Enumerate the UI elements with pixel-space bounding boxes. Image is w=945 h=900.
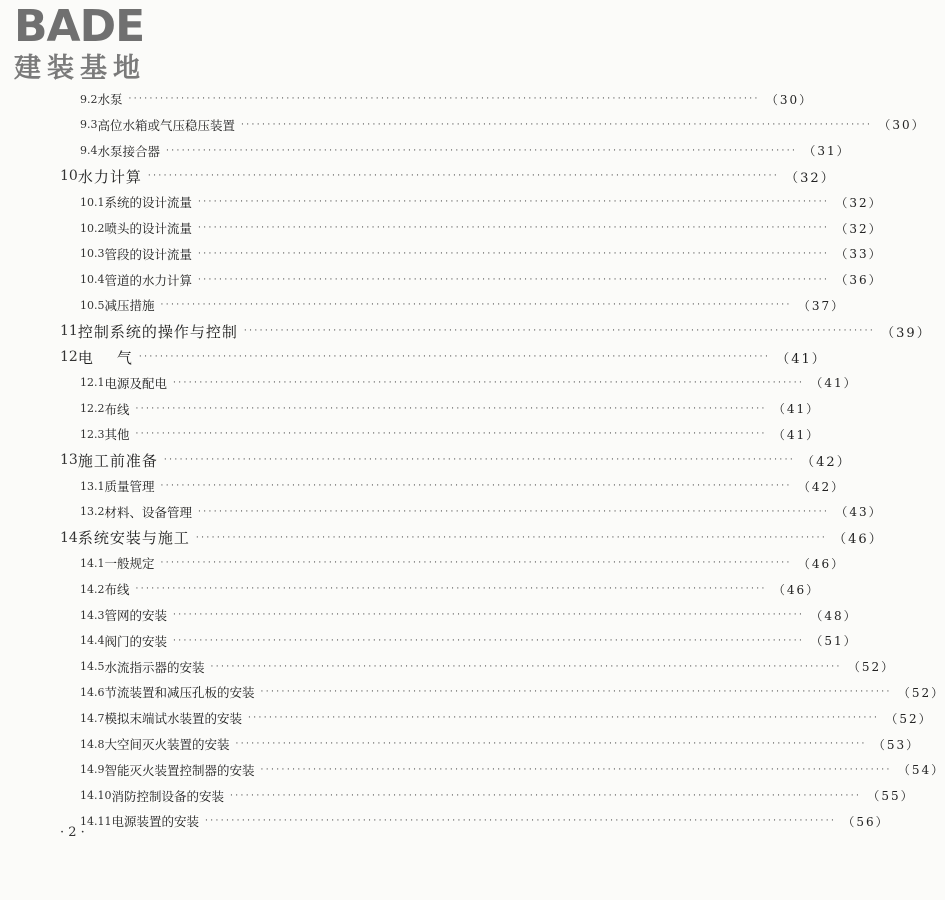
toc-entry: [80, 759, 945, 781]
toc-entry: [80, 552, 846, 574]
dot-leader: ························································································································: [135, 403, 767, 414]
toc-entry-title: 系统的设计流量: [104, 195, 193, 211]
toc-entry-title: 电源装置的安装: [111, 814, 200, 830]
dot-leader: ························································································································: [138, 352, 771, 362]
toc-entry-title: 电 气: [77, 348, 133, 367]
toc-entry: [80, 604, 858, 626]
toc-entry-page: （46）: [833, 532, 884, 548]
toc-entry: [80, 681, 945, 703]
dot-leader: ························································································································: [160, 481, 792, 491]
toc-entry-title: 一般规定: [104, 556, 155, 572]
toc-entry-number: 12: [60, 349, 78, 365]
toc-entry-title: 施工前准备: [77, 451, 158, 470]
toc-entry-number: 14.8: [80, 737, 105, 751]
toc-entry: [60, 449, 852, 471]
toc-entry-page: （56）: [842, 814, 890, 829]
toc-entry-number: 14.3: [80, 608, 105, 622]
toc-entry-title: 系统安装与施工: [77, 529, 190, 548]
toc-entry-number: 11: [60, 323, 78, 340]
toc-entry-page: （31）: [803, 144, 851, 159]
toc-entry: [80, 810, 890, 832]
toc-entry-page: （30）: [878, 118, 926, 133]
toc-entry-title: 阀门的安装: [104, 633, 168, 649]
dot-leader: ························································································································: [173, 377, 805, 388]
dot-leader: ························································································································: [128, 94, 760, 104]
toc-entry: [80, 269, 883, 291]
dot-leader: ························································································································: [166, 145, 798, 156]
dot-leader: ························································································································: [241, 119, 873, 130]
toc-entry-number: 10.3: [80, 247, 105, 261]
toc-entry: [80, 398, 821, 420]
toc-entry-number: 14.9: [80, 763, 105, 777]
toc-entry-page: （30）: [765, 92, 814, 107]
toc-entry-title: 其他: [104, 427, 130, 443]
toc-entry: [80, 217, 883, 239]
dot-leader: ························································································································: [210, 661, 842, 672]
dot-leader: ························································································································: [198, 248, 830, 259]
toc-entry-number: 13: [60, 452, 78, 469]
toc-entry-page: （41）: [810, 376, 858, 391]
toc-entry: [60, 320, 932, 342]
toc-entry-page: （37）: [797, 298, 846, 313]
toc-entry-page: （53）: [872, 737, 921, 752]
toc-entry-page: （32）: [835, 195, 883, 210]
dot-leader: ························································································································: [260, 764, 892, 775]
dot-leader: ························································································································: [198, 506, 830, 517]
toc-entry-number: 14.7: [80, 711, 105, 725]
bade-logo: [14, 0, 204, 92]
toc-entry-title: 水泵: [97, 92, 123, 107]
toc-entry-title: 消防控制设备的安装: [111, 788, 225, 804]
toc-entry-title: 水流指示器的安装: [104, 659, 205, 675]
toc-entry-number: 12.1: [80, 376, 105, 390]
toc-entry-number: 12.2: [80, 402, 105, 416]
dot-leader: ························································································································: [173, 610, 805, 620]
dot-leader: ························································································································: [248, 713, 880, 724]
toc-entry-number: 14.6: [80, 685, 105, 699]
dot-leader: ························································································································: [147, 171, 780, 182]
toc-entry-title: 布线: [104, 582, 130, 598]
toc-entry-page: （51）: [810, 634, 858, 649]
toc-entry-page: （55）: [867, 789, 915, 804]
dot-leader: ························································································································: [163, 455, 796, 466]
toc-entry: [80, 630, 858, 652]
dot-leader: ························································································································: [243, 326, 876, 337]
page-number: · 2 ·: [60, 825, 85, 840]
toc-entry-number: 9.2: [80, 92, 98, 106]
toc-entry: [80, 707, 933, 729]
toc-entry-page: （42）: [801, 454, 852, 470]
toc-entry: [60, 346, 827, 368]
toc-entry: [80, 475, 846, 497]
toc-entry: [80, 140, 851, 162]
toc-entry-number: 10.2: [80, 221, 105, 235]
toc-entry-number: 9.4: [80, 144, 98, 158]
dot-leader: ························································································································: [160, 558, 792, 569]
toc-entry-number: 10.5: [80, 298, 105, 312]
toc-entry-number: 14.1: [80, 556, 105, 570]
dot-leader: ························································································································: [260, 687, 892, 698]
toc-entry: [60, 165, 836, 187]
dot-leader: ························································································································: [135, 584, 767, 595]
toc-entry-title: 水力计算: [77, 167, 142, 186]
dot-leader: ························································································································: [195, 532, 828, 543]
toc-entry-number: 14: [60, 529, 78, 546]
dot-leader: ························································································································: [160, 300, 792, 311]
toc-entry: [80, 423, 821, 445]
toc-entry-number: 14.11: [80, 814, 112, 828]
toc-entry: [80, 88, 814, 110]
toc-entry-title: 智能灭火装置控制器的安装: [104, 762, 255, 778]
toc-entry: [80, 501, 883, 523]
logo-brand: BADE: [14, 1, 145, 52]
toc-entry: [80, 733, 921, 755]
toc-entry-page: （41）: [772, 427, 821, 442]
toc-entry-page: （48）: [810, 608, 858, 623]
toc-entry-title: 节流装置和减压孔板的安装: [104, 685, 255, 701]
toc-entry-page: （52）: [847, 660, 896, 675]
toc-entry-number: 14.5: [80, 660, 105, 674]
toc-entry: [80, 656, 896, 678]
dot-leader: ························································································································: [235, 739, 867, 749]
toc-entry-page: （52）: [897, 685, 945, 700]
toc-entry-number: 9.3: [80, 118, 98, 132]
toc-entry-number: 14.10: [80, 789, 112, 803]
toc-entry-page: （46）: [797, 556, 846, 571]
dot-leader: ························································································································: [205, 816, 837, 827]
toc-entry-number: 10.4: [80, 273, 105, 287]
toc-entry-page: （43）: [835, 505, 883, 520]
toc-entry-number: 13.2: [80, 505, 105, 519]
toc-entry-title: 管网的安装: [104, 608, 168, 623]
toc-entry-page: （42）: [797, 479, 846, 494]
toc-entry: [80, 114, 926, 136]
toc-entry-title: 管段的设计流量: [104, 246, 193, 262]
dot-leader: ························································································································: [135, 429, 767, 440]
dot-leader: ························································································································: [173, 635, 805, 646]
toc-entry-title: 布线: [104, 401, 130, 417]
toc-entry-number: 10.1: [80, 195, 105, 209]
toc-entry-page: （39）: [881, 325, 932, 341]
toc-entry: [60, 527, 884, 549]
dot-leader: ························································································································: [198, 223, 830, 233]
toc-entry: [80, 243, 883, 265]
toc-entry-title: 材料、设备管理: [104, 504, 193, 520]
toc-entry-number: 14.2: [80, 582, 105, 596]
toc-entry-title: 水泵接合器: [97, 143, 161, 159]
toc-entry-page: （54）: [897, 763, 945, 778]
toc-entry-page: （36）: [835, 273, 883, 288]
toc-entry: [80, 785, 915, 807]
toc-entry-page: （33）: [835, 247, 883, 262]
toc-entry-title: 减压措施: [104, 298, 155, 314]
toc-entry: [80, 191, 883, 213]
toc-entry: [80, 372, 858, 394]
toc-entry-title: 喷头的设计流量: [104, 221, 193, 236]
toc-entry-number: 12.3: [80, 427, 105, 441]
toc-entry-title: 电源及配电: [104, 375, 168, 391]
toc-entry: [80, 578, 821, 600]
toc-entry-title: 模拟末端试水装置的安装: [104, 711, 243, 727]
toc-entry-page: （32）: [835, 221, 883, 236]
toc-entry-title: 质量管理: [104, 479, 155, 494]
toc-entry-page: （46）: [772, 582, 821, 597]
dot-leader: ························································································································: [198, 197, 830, 208]
toc-entry-title: 大空间灭火装置的安装: [104, 737, 230, 752]
toc-entry-page: （41）: [776, 351, 827, 367]
logo-subtitle: 建装基地: [14, 53, 146, 84]
toc-entry-number: 13.1: [80, 479, 105, 493]
toc-entry-page: （32）: [785, 170, 836, 186]
toc-entry: [80, 294, 846, 316]
toc-entry-page: （41）: [772, 402, 821, 417]
toc-entry-title: 管道的水力计算: [104, 272, 193, 288]
toc-entry-title: 控制系统的操作与控制: [77, 322, 238, 341]
toc-entry-title: 高位水箱或气压稳压装置: [97, 117, 236, 133]
toc-entry-number: 10: [60, 168, 78, 185]
dot-leader: ························································································································: [198, 274, 830, 285]
toc-entry-number: 14.4: [80, 634, 105, 648]
dot-leader: ························································································································: [230, 790, 862, 801]
toc-entry-page: （52）: [885, 711, 933, 726]
